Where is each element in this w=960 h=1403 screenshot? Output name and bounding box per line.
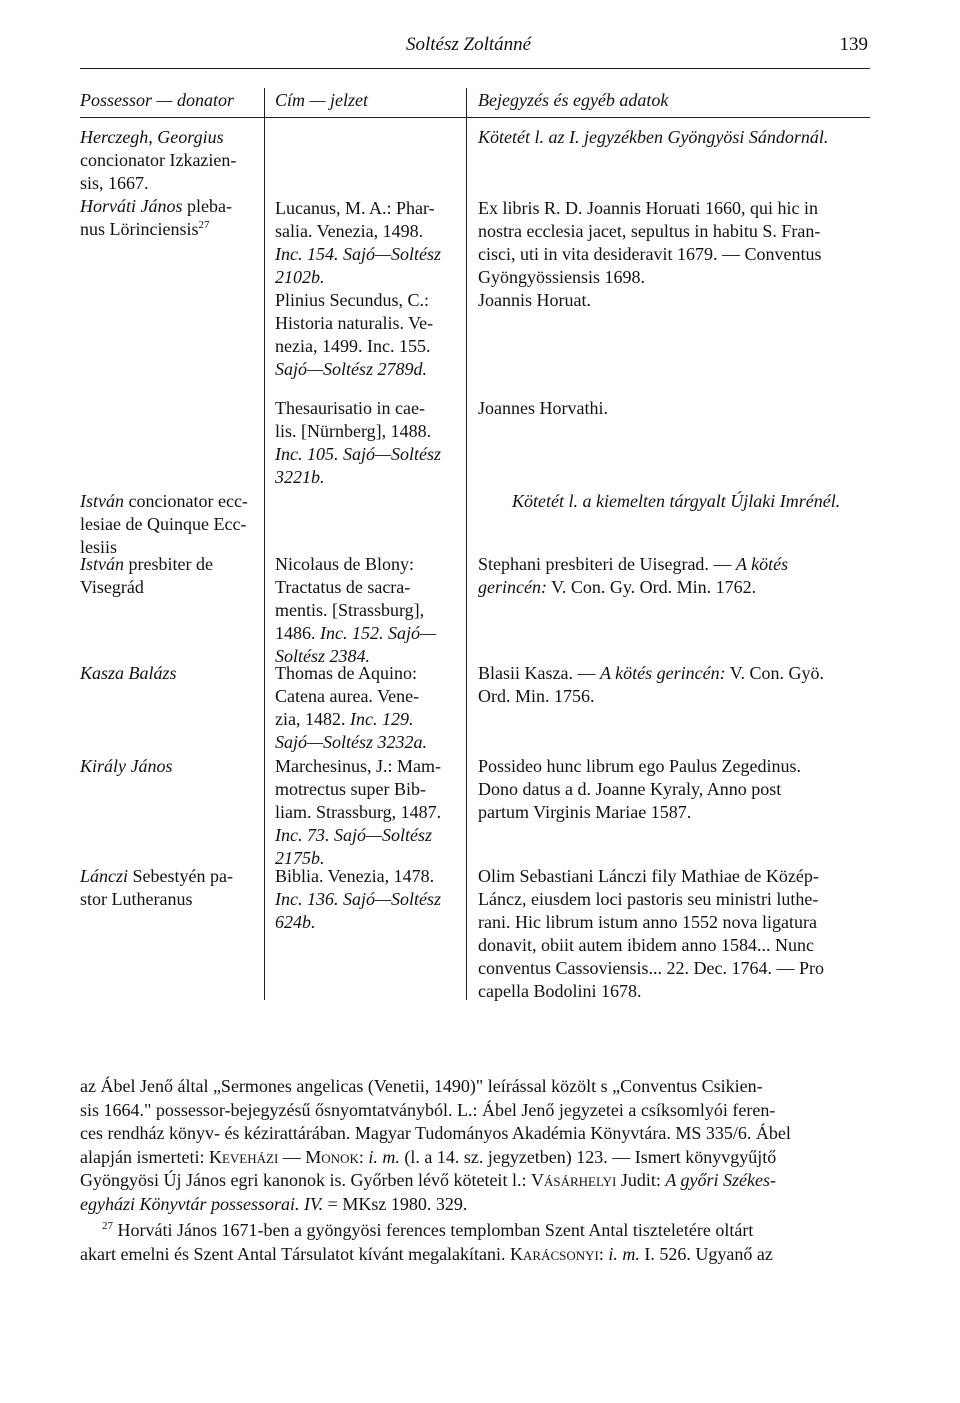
title-marchesinus: Marchesinus, J.: Mam- motrectus super Bib- liam. Strassburg, 1487. Inc. 73. Sajó—Soltész 2175b.	[275, 756, 442, 868]
header-rule	[80, 68, 870, 69]
note-blasii: Blasii Kasza. — A kötés gerincén: V. Con. Gyö. Ord. Min. 1756.	[478, 663, 824, 706]
possessor-lanczi: Lánczi Sebestyén pa- stor Lutheranus	[80, 866, 233, 909]
note-possideo: Possideo hunc librum ego Paulus Zegedinus. Dono datus a d. Joanne Kyraly, Anno post partum Virginis Mariae 1587.	[478, 756, 801, 822]
note-stephani: Stephani presbiteri de Uisegrad. — A kötés gerincén: V. Con. Gy. Ord. Min. 1762.	[478, 554, 789, 597]
possessor-istvan-presbiter: István presbiter de Visegrád	[80, 554, 213, 597]
page-number: 139	[839, 34, 868, 55]
note-ujlaki: Kötetét l. a kiemelten tárgyalt Újlaki Imrénél.	[512, 491, 841, 511]
possessor-kasza: Kasza Balázs	[80, 663, 177, 683]
column-head-possessor: Possessor — donator	[80, 90, 235, 110]
title-horvati: Lucanus, M. A.: Phar- salia. Venezia, 1498. Inc. 154. Sajó—Soltész 2102b. Plinius Secundus, C.: Historia naturalis. Ve- nezia, 1499. Inc. 155. Sajó—Soltész 2789d.	[275, 198, 441, 379]
column-head-title: Cím — jelzet	[275, 90, 368, 110]
column-divider-1	[264, 88, 265, 1000]
footnote-marker-27: 27	[198, 219, 210, 231]
running-header-author: Soltész Zoltánné	[406, 34, 532, 55]
note-herczegh: Kötetét l. az I. jegyzékben Gyöngyösi Sándornál.	[478, 127, 829, 147]
title-biblia: Biblia. Venezia, 1478. Inc. 136. Sajó—Soltész 624b.	[275, 866, 441, 932]
footnote-27: $^{27}$ Horváti János 1671-ben a gyöngyösi ferences templomban Szent Antal tiszteletére oltárt akart emelni és Szent Antal Társulatot kívánt megalakítani. Karácsonyi: i. m. I. 526. Ugyanő az	[80, 1220, 773, 1264]
column-divider-2	[466, 88, 467, 1000]
column-head-notes: Bejegyzés és egyéb adatok	[478, 90, 669, 110]
possessor-kiraly: Király János	[80, 756, 173, 776]
title-thomas: Thomas de Aquino: Catena aurea. Vene- zia, 1482. Inc. 129. Sajó—Soltész 3232a.	[275, 663, 428, 752]
title-thesaurisatio: Thesaurisatio in cae- lis. [Nürnberg], 1488. Inc. 105. Sajó—Soltész 3221b.	[275, 398, 441, 487]
table-head-rule	[80, 117, 870, 118]
note-thesaurisatio: Joannes Horvathi.	[478, 398, 608, 418]
possessor-istvan-concionator: István concionator ecc- lesiae de Quinque Ecc- lesiis	[80, 491, 248, 557]
note-olim: Olim Sebastiani Lánczi fily Mathiae de Közép- Láncz, eiusdem loci pastoris seu ministri luthe- rani. Hic librum istum anno 1552 nova ligatura donavit, obiit autem ibidem anno 1584... Nunc conventus Cassoviensis... 22. Dec. 1764. — Pro capella Bodolini 1678.	[478, 866, 824, 1001]
possessor-herczegh: Herczegh, Georgius concionator Izkazien- sis, 1667. Horváti János pleba- nus Lörinciensis$^{27}$	[80, 127, 237, 239]
title-nicolaus: Nicolaus de Blony: Tractatus de sacra- mentis. [Strassburg], 1486. Inc. 152. Sajó— Soltész 2384.	[275, 554, 436, 666]
footnote-continued: az Ábel Jenő által „Sermones angelicas (Venetii, 1490)" leírással közölt s „Conventus Csikien- sis 1664." possessor-bejegyzésű ősnyomtatványból. L.: Ábel Jenő jegyzetei a csíksomlyói feren- ces rendház könyv- és kézirattárában. Magyar Tudományos Akadémia Könyvtára. MS 335/6. Ábel alapján ismerteti: Keveházi — Monok: i. m. (l. a 14. sz. jegyzetben) 123. — Ismert könyvgyűjtő Gyöngyösi Új János egri kanonok is. Győrben lévő köteteit l.: Vásárhelyi Judit: A győri Székes- egyházi Könyvtár possessorai. IV. = MKsz 1980. 329.	[80, 1076, 791, 1214]
footnote-number-27: 27	[102, 1220, 113, 1232]
note-horvati: Ex libris R. D. Joannis Horuati 1660, qui hic in nostra ecclesia jacet, sepultus in habitu S. Fran- cisci, uti in vita desideravit 1679. — Conventus Gyöngyössiensis 1698. Joannis Horuat.	[478, 198, 822, 310]
